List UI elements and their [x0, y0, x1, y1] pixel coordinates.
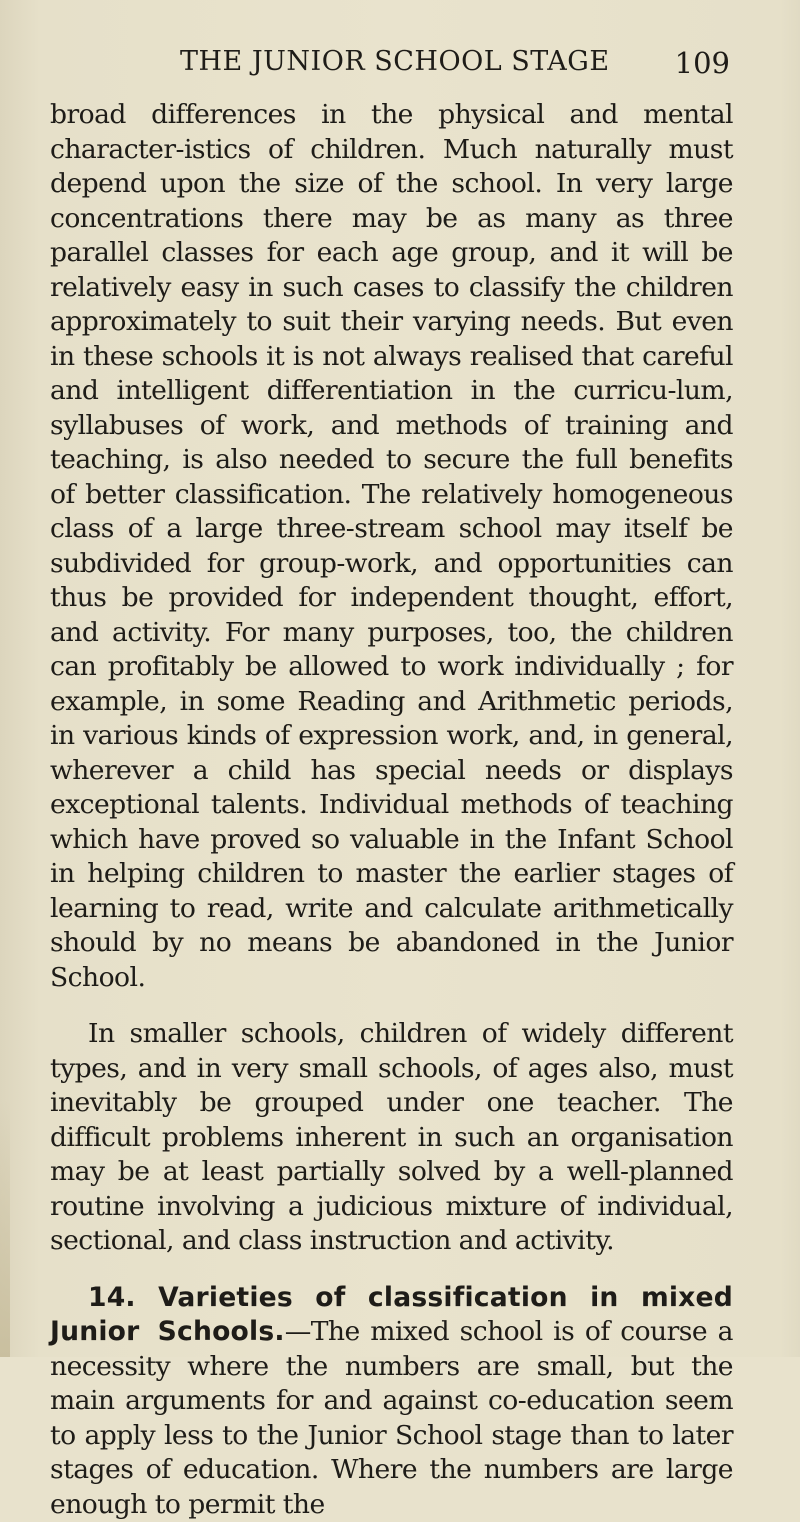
paragraph-3	[50, 1281, 733, 1522]
running-header	[50, 46, 730, 86]
section-heading: 14. Varieties of classification in mixed Junior Schools.	[50, 1282, 733, 1348]
paragraph-3-text: —The mixed school is of course a necessity where the numbers are small, but the main arguments for and against co-education seem to apply less to the Junior School stage than to later stages of education. Where the numbers are large enough to permit the	[50, 1316, 733, 1520]
body-text	[50, 98, 733, 1522]
paragraph-1: broad differences in the physical and mental character-istics of children. Much naturally must depend upon the size of the school. In very large concentrations there may be as many as three parallel classes for each age group, and it will be relatively easy in such cases to classify the children approximately to suit their varying needs. But even in these schools it is not always realised that careful and intelligent differentiation in the curricu-lum, syllabuses of work, and methods of training and teaching, is also needed to secure the full benefits of better classification. The relatively homogeneous class of a large three-stream school may itself be subdivided for group-work, and opportunities can thus be provided for independent thought, effort, and activity. For many purposes, too, the children can profitably be allowed to work individually ; for example, in some Reading and Arithmetic periods, in various kinds of expression work, and, in general, wherever a child has special needs or displays exceptional talents. Individual methods of teaching which have proved so valuable in the Infant School in helping children to master the earlier stages of learning to read, write and calculate arithmetically should by no means be abandoned in the Junior School.	[50, 98, 733, 995]
page-edge-shadow	[0, 1100, 10, 1357]
running-title: THE JUNIOR SCHOOL STAGE	[180, 46, 610, 77]
page-number: 109	[675, 46, 730, 80]
paragraph-2: In smaller schools, children of widely different types, and in very small schools, of ages also, must inevitably be grouped under one teacher. The difficult problems inherent in such an organisation may be at least partially solved by a well-planned routine involving a judicious mixture of individual, sectional, and class instruction and activity.	[50, 1017, 733, 1259]
